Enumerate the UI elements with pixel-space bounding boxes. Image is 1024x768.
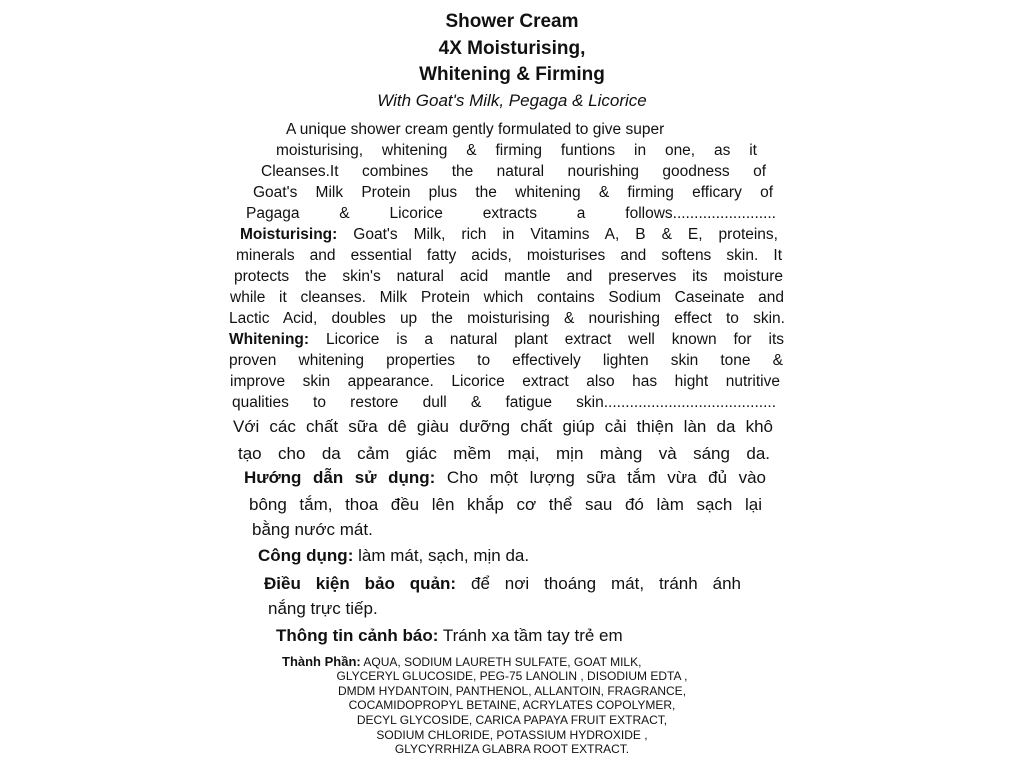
usage-text: Cho một lượng sữa tắm vừa đủ vào: [435, 468, 767, 487]
whitening-line: qualities to restore dull & fatigue skin........................................: [232, 394, 776, 411]
intro-line: Cleanses.It combines the natural nourishing goodness of: [261, 163, 766, 180]
warning-label: Thông tin cảnh báo:: [276, 626, 439, 645]
ingredients-line: [282, 655, 641, 668]
moisturising-line: [240, 227, 778, 243]
usage-line: bông tắm, thoa đều lên khắp cơ thể sau đó làm sạch lại: [249, 495, 762, 514]
moisturising-text: Goat's Milk, rich in Vitamins A, B & E, proteins,: [337, 226, 778, 243]
warning-text: Tránh xa tầm tay trẻ em: [438, 626, 623, 645]
storage-label: Điều kiện bảo quản:: [264, 574, 457, 593]
moisturising-label: Moisturising:: [240, 226, 338, 243]
warning-line: [276, 627, 623, 644]
moisturising-line: protects the skin's natural acid mantle and preserves its moisture: [234, 268, 783, 285]
intro-line: A unique shower cream gently formulated to give super: [286, 121, 665, 138]
ingredients-line: DMDM HYDANTOIN, PANTHENOL, ALLANTOIN, FRAGRANCE,: [337, 684, 687, 698]
usage-line: [244, 469, 766, 486]
moisturising-line: minerals and essential fatty acids, moisturises and softens skin. It: [236, 247, 782, 264]
intro-line: Pagaga & Licorice extracts a follows........................: [246, 205, 776, 222]
moisturising-line: while it cleanses. Milk Protein which contains Sodium Caseinate and: [230, 289, 784, 306]
product-title-line-1: Shower Cream: [445, 11, 579, 32]
product-subtitle: With Goat's Milk, Pegaga & Licorice: [377, 91, 647, 110]
usage-label: Hướng dẫn sử dụng:: [244, 468, 436, 487]
whitening-line: improve skin appearance. Licorice extract also has hight nutritive: [230, 373, 780, 390]
benefit-text: làm mát, sạch, mịn da.: [353, 546, 530, 565]
ingredients-line: GLYCERYL GLUCOSIDE, PEG-75 LANOLIN , DISODIUM EDTA ,: [336, 669, 688, 683]
ingredients-line: SODIUM CHLORIDE, POTASSIUM HYDROXIDE ,: [376, 728, 648, 742]
whitening-line: [229, 332, 784, 348]
storage-line: [264, 575, 741, 592]
ingredients-line: GLYCYRRHIZA GLABRA ROOT EXTRACT.: [394, 742, 630, 756]
product-title-line-3: Whitening & Firming: [419, 64, 605, 85]
ingredients-text: AQUA, SODIUM LAURETH SULFATE, GOAT MILK,: [360, 655, 642, 669]
product-title-line-2: 4X Moisturising,: [438, 38, 586, 59]
whitening-line: proven whitening properties to effectively lighten skin tone &: [229, 352, 783, 369]
vi-intro-line: tạo cho da cảm giác mềm mại, mịn màng và sáng da.: [238, 444, 770, 463]
intro-line: moisturising, whitening & firming funtions in one, as it: [276, 142, 757, 159]
intro-line: Goat's Milk Protein plus the whitening & firming efficary of: [253, 184, 773, 201]
whitening-text: Licorice is a natural plant extract well known for its: [309, 331, 784, 348]
ingredients-label: Thành Phần:: [282, 654, 361, 669]
moisturising-line: Lactic Acid, doubles up the moisturising & nourishing effect to skin.: [229, 310, 785, 327]
ingredients-line: COCAMIDOPROPYL BETAINE, ACRYLATES COPOLYMER,: [348, 698, 676, 712]
benefit-line: [258, 547, 529, 564]
ingredients-line: DECYL GLYCOSIDE, CARICA PAPAYA FRUIT EXTRACT,: [356, 713, 668, 727]
vi-intro-line: Với các chất sữa dê giàu dưỡng chất giúp cải thiện làn da khô: [233, 417, 773, 436]
usage-line: bằng nước mát.: [252, 520, 373, 539]
whitening-label: Whitening:: [229, 331, 310, 348]
storage-line: nắng trực tiếp.: [268, 599, 378, 618]
storage-text: để nơi thoáng mát, tránh ánh: [456, 574, 741, 593]
benefit-label: Công dụng:: [258, 546, 354, 565]
